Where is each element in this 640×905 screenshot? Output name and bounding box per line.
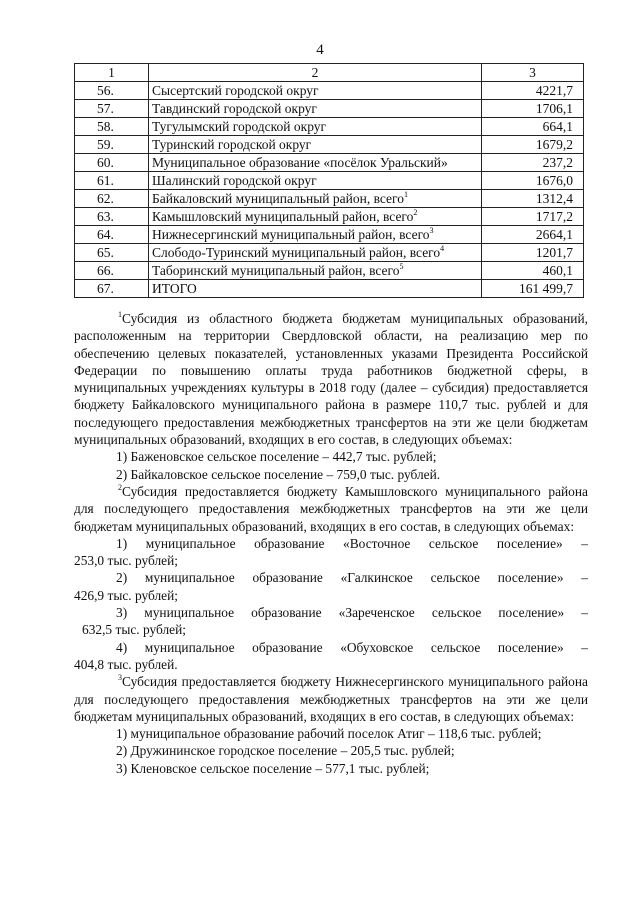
list-item: 4) муниципальное образование «Обуховское сельское поселение» – xyxy=(116,639,588,655)
row-number: 64. xyxy=(75,226,149,244)
footnote-mark: 3 xyxy=(118,673,122,683)
list-item: 1) Баженовское сельское поселение – 442,7 тыс. рублей; xyxy=(116,449,437,465)
row-number: 58. xyxy=(75,118,149,136)
row-number: 59. xyxy=(75,136,149,154)
list-item-cont: 426,9 тыс. рублей; xyxy=(74,587,178,603)
municipality-name xyxy=(149,244,482,262)
municipality-name-text: Муниципальное образование «посёлок Уральский» xyxy=(152,154,448,170)
municipality-name-text: Камышловский муниципальный район, всего xyxy=(152,208,414,224)
municipality-name xyxy=(149,154,482,172)
municipality-name xyxy=(149,280,482,298)
page-number: 4 xyxy=(316,42,324,58)
table-row xyxy=(75,244,584,262)
table-row xyxy=(75,226,584,244)
subsidy-amount: 1312,4 xyxy=(482,190,584,208)
municipality-name xyxy=(149,172,482,190)
subsidy-amount: 1717,2 xyxy=(482,208,584,226)
municipality-name xyxy=(149,262,482,280)
header-cell: 2 xyxy=(149,64,482,82)
footnote-2 xyxy=(74,483,588,535)
footnote-3 xyxy=(74,673,588,725)
list-item-cont: 404,8 тыс. рублей. xyxy=(74,656,178,672)
list-item: 1) муниципальное образование рабочий поселок Атиг – 118,6 тыс. рублей; xyxy=(116,726,542,742)
municipality-name-text: Байкаловский муниципальный район, всего xyxy=(152,190,404,206)
row-number: 62. xyxy=(75,190,149,208)
municipality-name xyxy=(149,100,482,118)
table-row xyxy=(75,208,584,226)
table-row xyxy=(75,154,584,172)
footnote-ref: 1 xyxy=(404,189,408,199)
municipality-name-text: Слободо-Туринский муниципальный район, всего xyxy=(152,244,441,260)
row-number: 60. xyxy=(75,154,149,172)
table-row xyxy=(75,100,584,118)
list-item: 2) Байкаловское сельское поселение – 759,0 тыс. рублей. xyxy=(116,466,441,482)
municipality-name xyxy=(149,190,482,208)
subsidy-amount: 2664,1 xyxy=(482,226,584,244)
table-header-row xyxy=(75,64,584,82)
footnote-mark: 1 xyxy=(118,310,122,319)
table-row xyxy=(75,262,584,280)
list-item: 3) муниципальное образование «Зареченское сельское поселение» – xyxy=(116,605,588,621)
footnote-text: Субсидия предоставляется бюджету Нижнесергинского муниципального района для последующего предоставления межбюджетных трансфертов на эти же цели бюджетам муниципальных образований, входящих в его состав, в следующих объемах: xyxy=(74,674,588,724)
municipality-name xyxy=(149,136,482,154)
municipality-name-text: Сысертский городской округ xyxy=(152,82,319,98)
municipality-name-text: Нижнесергинский муниципальный район, всего xyxy=(152,226,430,242)
subsidy-amount: 237,2 xyxy=(482,154,584,172)
subsidy-amount: 460,1 xyxy=(482,262,584,280)
row-number: 61. xyxy=(75,172,149,190)
subsidy-amount: 1706,1 xyxy=(482,100,584,118)
subsidy-amount: 4221,7 xyxy=(482,82,584,100)
municipality-name xyxy=(149,118,482,136)
subsidy-amount: 1679,2 xyxy=(482,136,584,154)
subsidy-table xyxy=(74,63,584,298)
footnote-mark: 2 xyxy=(118,482,122,492)
list-item: 3) Кленовское сельское поселение – 577,1 тыс. рублей; xyxy=(116,760,430,776)
footnote-ref: 3 xyxy=(429,225,434,235)
list-item-cont: 632,5 тыс. рублей; xyxy=(82,622,186,638)
footnotes xyxy=(74,310,588,777)
table-body xyxy=(75,82,584,298)
table-row xyxy=(75,118,584,136)
footnote-ref: 4 xyxy=(440,243,445,253)
municipality-name xyxy=(149,226,482,244)
table-row xyxy=(75,280,584,298)
header-cell: 3 xyxy=(482,64,584,82)
municipality-name-text: ИТОГО xyxy=(152,280,197,296)
municipality-name-text: Шалинский городской округ xyxy=(152,172,317,188)
row-number: 56. xyxy=(75,82,149,100)
footnote-ref: 5 xyxy=(399,261,404,271)
municipality-name-text: Туринский городской округ xyxy=(152,136,312,152)
list-item: 2) Дружининское городское поселение – 205,5 тыс. рублей; xyxy=(116,743,455,759)
subsidy-amount: 161 499,7 xyxy=(482,280,584,298)
subsidy-amount: 664,1 xyxy=(482,118,584,136)
list-item-cont: 253,0 тыс. рублей; xyxy=(74,553,178,569)
municipality-name xyxy=(149,82,482,100)
row-number: 57. xyxy=(75,100,149,118)
municipality-name-text: Тавдинский городской округ xyxy=(152,100,317,116)
subsidy-amount: 1201,7 xyxy=(482,244,584,262)
subsidy-amount: 1676,0 xyxy=(482,172,584,190)
list-item: 1) муниципальное образование «Восточное сельское поселение» – xyxy=(116,535,588,551)
municipality-name xyxy=(149,208,482,226)
row-number: 67. xyxy=(75,280,149,298)
row-number: 65. xyxy=(75,244,149,262)
footnote-ref: 2 xyxy=(413,207,418,217)
municipality-name-text: Тугулымский городской округ xyxy=(152,118,327,134)
list-item: 2) муниципальное образование «Галкинское сельское поселение» – xyxy=(116,570,588,586)
header-cell: 1 xyxy=(75,64,149,82)
row-number: 63. xyxy=(75,208,149,226)
table-row xyxy=(75,136,584,154)
row-number: 66. xyxy=(75,262,149,280)
municipality-name-text: Таборинский муниципальный район, всего xyxy=(152,262,400,278)
table-row xyxy=(75,190,584,208)
footnote-text: Субсидия предоставляется бюджету Камышловского муниципального района для последующего предоставления межбюджетных трансфертов на эти же цели бюджетам муниципальных образований, входящих в его состав, в следующих объемах: xyxy=(74,483,588,534)
footnote-1 xyxy=(74,310,588,448)
table-row xyxy=(75,82,584,100)
footnote-text: Субсидия из областного бюджета бюджетам муниципальных образований, расположенным на территории Свердловской области, на реализацию мер по обеспечению целевых показателей, установленных указами Президента Российской Федерации по повышению оплаты труда работников бюджетной сферы, в муниципальных учреждениях культуры в 2018 году (далее – субсидия) предоставляется бюджету Байкаловского муниципального района в размере 110,7 тыс. рублей и для последующего предоставления межбюджетных трансфертов на эти же цели бюджетам муниципальных образований, входящих в его состав, в следующих объемах: xyxy=(74,311,588,448)
table-row xyxy=(75,172,584,190)
